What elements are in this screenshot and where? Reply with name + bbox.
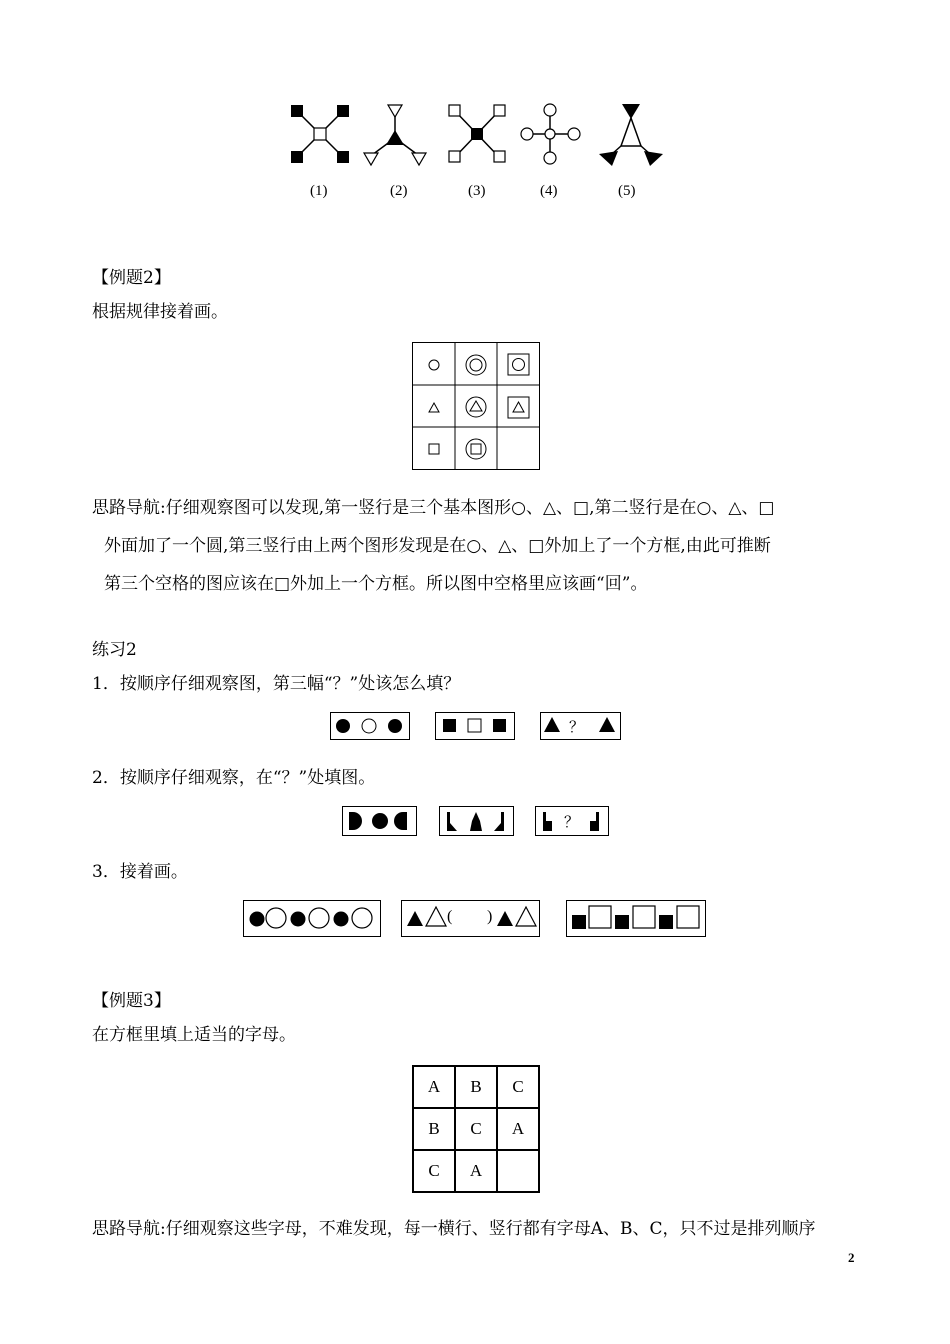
q1-question-mark: ？ — [569, 720, 585, 736]
figure-label-5: (5) — [618, 183, 636, 199]
figure-2 — [364, 105, 426, 165]
q1-box-squares — [435, 712, 515, 740]
figure-5 — [599, 104, 663, 166]
letter-cell-empty — [497, 1150, 539, 1192]
figure-4 — [521, 104, 580, 164]
letter-cell: B — [455, 1066, 497, 1108]
figure-label-1: (1) — [310, 183, 328, 199]
example2-guide-line-1: 思路导航:仔细观察图可以发现,第一竖行是三个基本图形○、△、□,第二竖行是在○、△、□ — [92, 498, 775, 518]
example2-title: 【例题2】 — [92, 268, 171, 288]
figure-label-3: (3) — [468, 183, 486, 199]
example2-grid — [412, 342, 540, 470]
practice2-q1: 1．按顺序仔细观察图，第三幅“？”处该怎么填？ — [92, 674, 461, 694]
q3-box-triangles — [401, 900, 540, 937]
figure-label-2: (2) — [390, 183, 408, 199]
letter-cell: B — [413, 1108, 455, 1150]
q3-box-circles — [243, 900, 381, 937]
q2-box-3 — [535, 806, 609, 836]
letter-cell: A — [497, 1108, 539, 1150]
example3-prompt: 在方框里填上适当的字母。 — [92, 1025, 296, 1045]
q3-paren-open: ( — [447, 908, 453, 925]
q1-box-circles — [330, 712, 410, 740]
q2-box-2 — [439, 806, 514, 836]
example2-guide-line-2: 外面加了一个圆,第三竖行由上两个图形发现是在○、△、□外加上了一个方框,由此可推断 — [104, 536, 771, 556]
example3-letter-grid — [412, 1065, 540, 1193]
q3-paren-close: ) — [487, 908, 493, 925]
example3-title: 【例题3】 — [92, 991, 171, 1011]
q2-box-1 — [342, 806, 417, 836]
practice2-q3: 3．接着画。 — [92, 862, 188, 882]
letter-cell: C — [413, 1150, 455, 1192]
letter-cell: C — [497, 1066, 539, 1108]
example3-guide: 思路导航:仔细观察这些字母，不难发现，每一横行、竖行都有字母A、B、C，只不过是排列顺序 — [92, 1219, 816, 1239]
page-number: 2 — [848, 1250, 855, 1265]
figure-1 — [291, 105, 349, 163]
letter-cell: C — [455, 1108, 497, 1150]
figure-label-4: (4) — [540, 183, 558, 199]
letter-cell: A — [413, 1066, 455, 1108]
practice2-q2: 2．按顺序仔细观察，在“？”处填图。 — [92, 768, 376, 788]
figure-3 — [449, 105, 505, 162]
q2-question-mark: ？ — [564, 815, 580, 831]
q3-box-squares — [566, 900, 706, 937]
practice2-title: 练习2 — [92, 640, 137, 660]
letter-cell: A — [455, 1150, 497, 1192]
example2-guide-line-3: 第三个空格的图应该在□外加上一个方框。所以图中空格里应该画“回”。 — [104, 574, 648, 594]
q1-box-triangles — [540, 712, 621, 740]
example2-prompt: 根据规律接着画。 — [92, 302, 228, 322]
